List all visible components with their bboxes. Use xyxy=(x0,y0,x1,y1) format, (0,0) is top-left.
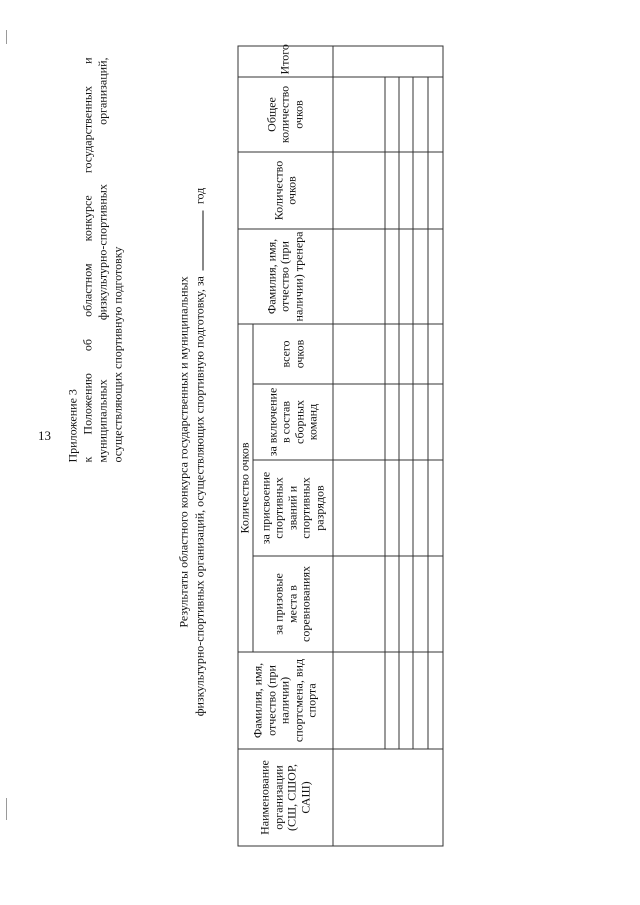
title-line: Результаты областного конкурса государственных и муниципальных xyxy=(176,276,191,628)
table-cell[interactable] xyxy=(333,652,385,749)
header-teams: за включение в состав сборных команд xyxy=(253,384,333,460)
table-cell[interactable] xyxy=(333,384,385,460)
header-prize: за призовые места в соревнованиях xyxy=(253,556,333,652)
table-cell[interactable] xyxy=(385,229,399,324)
cell-result[interactable] xyxy=(333,46,443,77)
appendix-line: к Положению об областном конкурсе государственных и xyxy=(80,57,95,463)
table-cell[interactable] xyxy=(385,324,399,384)
table-cell[interactable] xyxy=(385,460,399,556)
rotated-page xyxy=(1,0,640,905)
appendix-line: муниципальных физкультурно-спортивных организаций, xyxy=(95,57,110,463)
table-cell[interactable] xyxy=(399,324,413,384)
table-row xyxy=(413,46,428,846)
cell-org[interactable] xyxy=(333,749,443,846)
table-cell[interactable] xyxy=(399,384,413,460)
title-line xyxy=(192,60,208,845)
table-cell[interactable] xyxy=(428,384,443,460)
results-table xyxy=(238,45,444,846)
year-blank xyxy=(192,210,204,270)
table-cell[interactable] xyxy=(333,77,385,152)
table-cell[interactable] xyxy=(413,229,428,324)
table-cell[interactable] xyxy=(428,652,443,749)
table-cell[interactable] xyxy=(385,152,399,229)
table-cell[interactable] xyxy=(399,229,413,324)
table-body xyxy=(333,46,443,846)
table-cell[interactable] xyxy=(385,77,399,152)
appendix-block xyxy=(66,58,126,463)
table-cell[interactable] xyxy=(428,556,443,652)
header-points-group: Количество очков xyxy=(238,324,253,652)
title-year-label: год xyxy=(192,187,207,205)
header-total-points: всего очков xyxy=(253,324,333,384)
table-cell[interactable] xyxy=(333,556,385,652)
table-cell[interactable] xyxy=(428,77,443,152)
table-row xyxy=(385,46,399,846)
header-coach: Фамилия, имя, отчество (при наличии) тренера xyxy=(238,229,333,324)
table-cell[interactable] xyxy=(428,229,443,324)
appendix-number: Приложение 3 xyxy=(65,389,80,463)
header-org: Наименование организации (СШ, СШОР, САШ) xyxy=(238,749,333,846)
table-cell[interactable] xyxy=(399,152,413,229)
table-cell[interactable] xyxy=(428,460,443,556)
table-cell[interactable] xyxy=(333,460,385,556)
table-cell[interactable] xyxy=(399,652,413,749)
table-cell[interactable] xyxy=(385,384,399,460)
table-cell[interactable] xyxy=(413,152,428,229)
table-cell[interactable] xyxy=(399,460,413,556)
table-cell[interactable] xyxy=(333,229,385,324)
table-cell[interactable] xyxy=(333,324,385,384)
table-cell[interactable] xyxy=(428,152,443,229)
table-cell[interactable] xyxy=(413,324,428,384)
table-cell[interactable] xyxy=(399,77,413,152)
header-coach-points: Количество очков xyxy=(238,152,333,229)
table-cell[interactable] xyxy=(428,324,443,384)
table-cell[interactable] xyxy=(413,77,428,152)
table-cell[interactable] xyxy=(413,384,428,460)
title-text: физкультурно-спортивных организаций, осуществляющих спортивную подготовку, за xyxy=(192,276,207,717)
table-cell[interactable] xyxy=(385,652,399,749)
table-row xyxy=(399,46,413,846)
header-athlete: Фамилия, имя, отчество (при наличии) спортсмена, вид спорта xyxy=(238,652,333,749)
header-titles: за присвоение спортивных званий и спортивных разрядов xyxy=(253,460,333,556)
header-overall-points: Общее количество очков xyxy=(238,77,333,152)
table-cell[interactable] xyxy=(413,556,428,652)
table-cell[interactable] xyxy=(385,556,399,652)
table-cell[interactable] xyxy=(413,652,428,749)
table-cell[interactable] xyxy=(333,152,385,229)
appendix-line: осуществляющих спортивную подготовку xyxy=(110,246,125,463)
document-title xyxy=(176,60,208,845)
page-number: 13 xyxy=(38,428,51,443)
header-result: Итого xyxy=(238,46,333,77)
table-row xyxy=(428,46,443,846)
table-row xyxy=(333,46,385,846)
table-cell[interactable] xyxy=(413,460,428,556)
table-cell[interactable] xyxy=(399,556,413,652)
